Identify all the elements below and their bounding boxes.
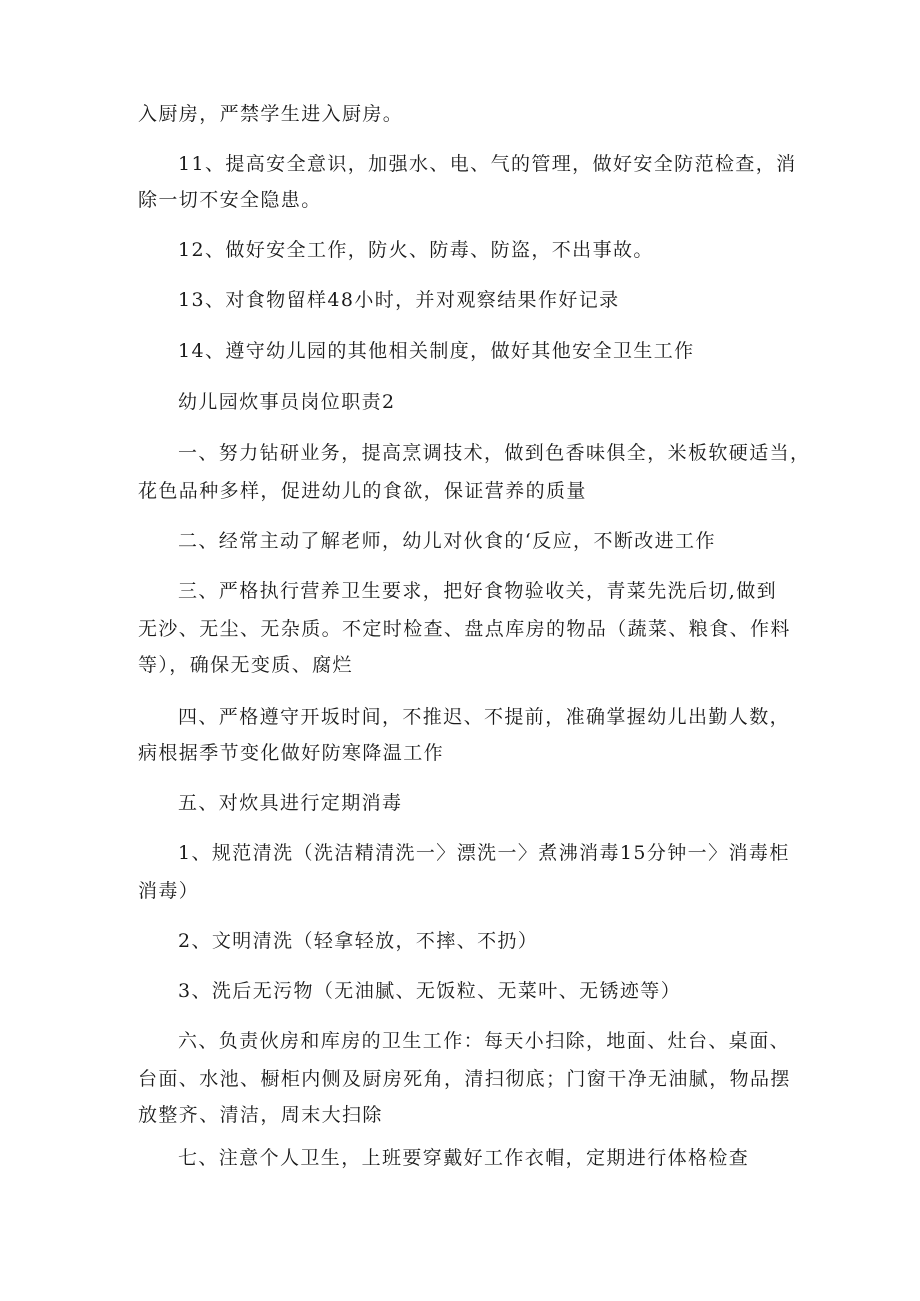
text-line: 花色品种多样，促进幼儿的食欲，保证营养的质量 [138,480,587,502]
text-line: 等），确保无变质、腐烂 [138,654,353,676]
section-heading: 幼儿园炊事员岗位职责2 [178,391,396,413]
text-line: 六、负责伙房和库房的卫生工作：每天小扫除，地面、灶台、桌面、 [178,1030,791,1052]
text-line: 2、文明清洗（轻拿轻放，不摔、不扔） [178,930,539,952]
text-line: 11、提高安全意识，加强水、电、气的管理，做好安全防范检查，消 [178,153,797,175]
text-line: 入厨房，严禁学生进入厨房。 [138,103,404,125]
text-line: 二、经常主动了解老师，幼儿对伙食的‘反应，不断改进工作 [178,530,716,552]
text-line: 消毒） [138,880,200,902]
text-line: 五、对炊具进行定期消毒 [178,792,403,814]
text-line: 一、努力钻研业务，提高烹调技术，做到色香味俱全，米板软硬适当， [178,442,811,464]
text-line: 12、做好安全工作，防火、防毒、防盗，不出事故。 [178,239,654,261]
text-line: 13、对食物留样48小时，并对观察结果作好记录 [178,289,620,311]
text-line: 除一切不安全隐患。 [138,189,322,211]
text-line: 七、注意个人卫生，上班要穿戴好工作衣帽，定期进行体格检查 [178,1147,750,1169]
text-line: 1、规范清洗（洗洁精清洗一〉漂洗一〉煮沸消毒15分钟一〉消毒柜 [178,842,790,864]
text-line: 放整齐、清洁，周末大扫除 [138,1104,383,1126]
text-line: 三、严格执行营养卫生要求，把好食物验收关，青菜先洗后切,做到 [178,580,778,602]
text-line: 四、严格遵守开坂时间，不推迟、不提前，准确掌握幼儿出勤人数， [178,706,791,728]
text-line: 14、遵守幼儿园的其他相关制度，做好其他安全卫生工作 [178,340,695,362]
text-line: 病根据季节变化做好防寒降温工作 [138,742,445,764]
text-line: 无沙、无尘、无杂质。不定时检查、盘点库房的物品（蔬菜、粮食、作料 [138,618,791,640]
text-line: 3、洗后无污物（无油腻、无饭粒、无菜叶、无锈迹等） [178,980,682,1002]
text-line: 台面、水池、橱柜内侧及厨房死角，清扫彻底；门窗干净无油腻，物品摆 [138,1068,791,1090]
